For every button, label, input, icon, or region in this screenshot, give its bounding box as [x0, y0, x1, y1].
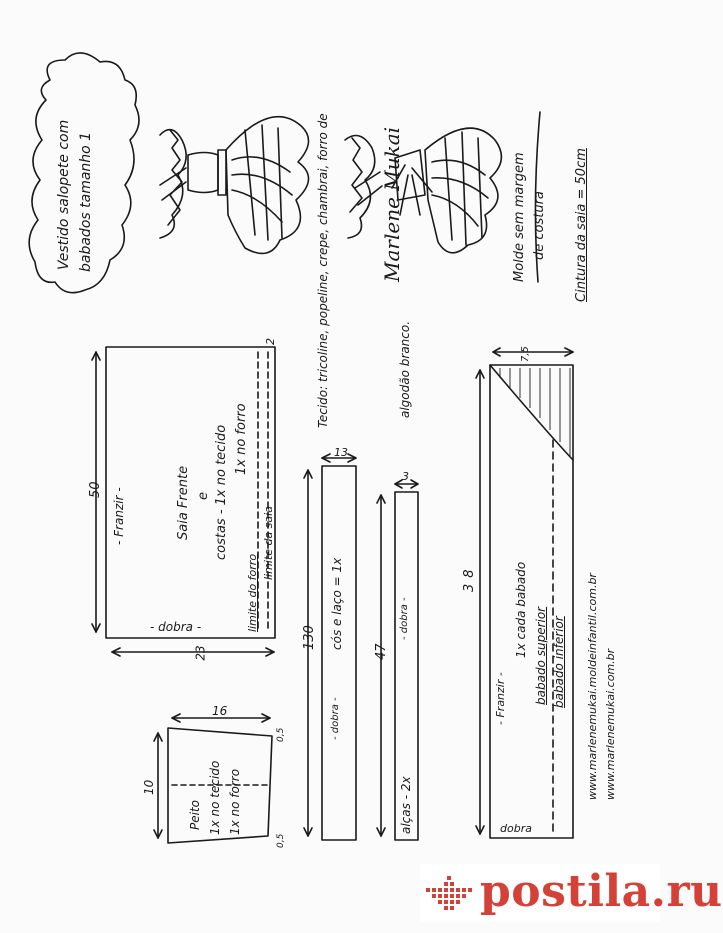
- babado-dobra: dobra: [500, 822, 532, 835]
- alcas-label: alças - 2x: [399, 776, 413, 834]
- postila-logo-icon: [422, 870, 476, 918]
- peito-small-top: 0,5: [276, 727, 286, 742]
- title-line1: Vestido salopete com: [56, 119, 72, 270]
- alcas-dobra: - dobra -: [399, 597, 410, 640]
- cos-label: cós e laço = 1x: [330, 557, 344, 650]
- saia-seam: 2: [264, 338, 277, 345]
- babado-dim-width: 7,5: [520, 346, 531, 362]
- saia-dim-width: 23: [193, 645, 208, 661]
- saia-name-line2: e: [196, 492, 211, 500]
- alcas-dim-length: 47: [374, 643, 389, 660]
- website-line2: www.marlenemukai.com.br: [604, 648, 617, 800]
- signature: Marlene Mukai: [380, 126, 404, 282]
- saia-name-line3: costas - 1x no tecido: [214, 424, 229, 560]
- website-line1: www.marlenemukai.moldeinfantil.com.br: [586, 573, 599, 800]
- babado-label-top: - Franzir -: [494, 672, 507, 725]
- peito-line2: 1x no tecido: [208, 760, 222, 835]
- babado-hatch: [500, 368, 570, 456]
- saia-limit-saia: limite da saia: [262, 506, 275, 580]
- molde-note-line2: de costura: [532, 191, 547, 260]
- cintura-note: Cintura da saia = 50cm: [574, 148, 589, 302]
- peito-dim-width: 16: [212, 704, 228, 718]
- watermark-text: postila.ru: [480, 866, 723, 917]
- cos-dobra: - dobra -: [330, 697, 341, 740]
- peito-name: Peito: [188, 800, 202, 830]
- saia-name-line1: Saia Frente: [176, 465, 191, 540]
- peito-dim-height: 10: [142, 779, 156, 795]
- fabric-line1: Tecido: tricoline, popeline, crepe, chambrai, forro de: [316, 113, 330, 428]
- babado-line1: 1x cada babado: [514, 561, 528, 658]
- dress-sketch-back: [345, 128, 501, 253]
- peito-line3: 1x no forro: [228, 768, 242, 835]
- molde-note-line1: Molde sem margem: [512, 152, 527, 282]
- title-line2: babados tamanho 1: [78, 131, 94, 272]
- dress-sketch-front: [160, 117, 309, 254]
- saia-name-line4: 1x no forro: [234, 403, 249, 475]
- saia-limit-forro: limite do forro: [246, 553, 259, 632]
- cos-dim-width: 13: [334, 446, 348, 459]
- saia-label-top: - Franzir -: [112, 487, 126, 545]
- peito-small-bottom: 0,5: [276, 833, 286, 848]
- saia-label-bottom: - dobra -: [150, 620, 202, 634]
- fabric-line2: algodão branco.: [398, 320, 412, 418]
- babado-dim-length: 38: [462, 563, 477, 592]
- babado-line3: babado inferior: [552, 616, 566, 708]
- cos-dim-length: 130: [302, 625, 317, 650]
- alcas-dim-width: 3: [402, 470, 409, 483]
- babado-line2: babado superior: [534, 606, 548, 705]
- saia-dim-length: 50: [88, 481, 103, 498]
